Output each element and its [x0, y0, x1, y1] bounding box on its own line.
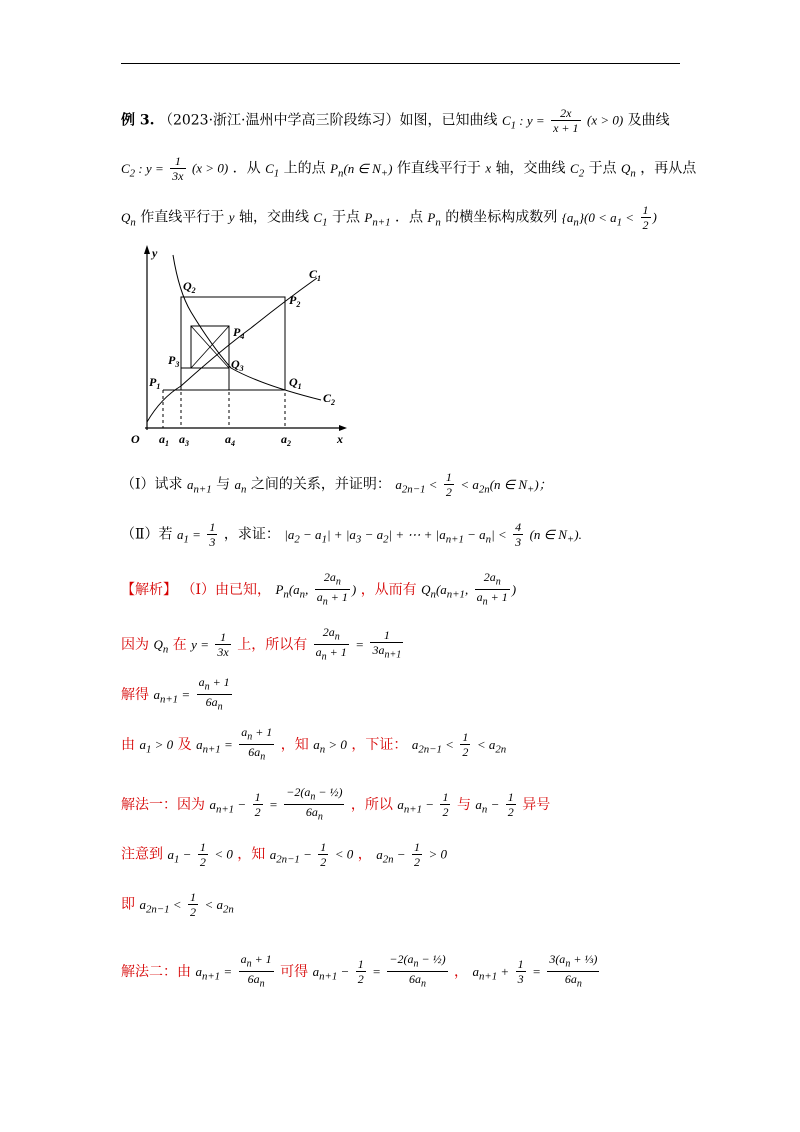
solution-line-5: 解法一：因为 $a_{n+1}$ − $\frac{1}{2}$ = $\frac{-2(a_n - \frac{1}{2})}{6a_n}$ ，所以 $a_{n+1}$ − $\frac{1}{2}$ 与 $a_n$ − $\frac{1}{2}$ 异号: [121, 785, 551, 823]
solution-line-6: 注意到 $a_1$ − $\frac{1}{2}$ < 0 ，知 $a_{2n-1}$ − $\frac{1}{2}$ < 0 ， $a_{2n}$ − $\frac{1}{2}$ > 0: [121, 840, 447, 869]
label-p3: $P_3$: [168, 353, 180, 369]
label-x: x: [337, 432, 343, 446]
cobweb-figure: [121, 240, 361, 450]
label-a1: $a_1$: [159, 432, 169, 448]
example-source: （2023·浙江·温州中学高三阶段练习）如图，已知曲线: [158, 112, 498, 129]
label-c2: $C_2$: [323, 391, 336, 407]
problem-line-3: $Q_n$ 作直线平行于 y 轴，交曲线 $C_1$ 于点 $P_{n+1}$ ．点 $P_n$ 的横坐标构成数列 $\{a_n\}(0 < a_1$ < $\frac{1}{2}$ ): [121, 203, 657, 232]
solution-line-1: 【解析】 （Ⅰ）由已知， $P_n(a_n$, $\frac{2a_n}{a_n + 1}$ ) ，从而有 $Q_n(a_{n+1}$, $\frac{2a_n}{a_n + 1}$ ): [121, 570, 517, 608]
solution-line-2: 因为 $Q_n$ 在 y = $\frac{1}{3x}$ 上，所以有 $\frac{2a_n}{a_n + 1}$ = $\frac{1}{3a_{n+1}}$: [121, 625, 402, 663]
label-q2: $Q_2$: [183, 279, 196, 295]
frac-c2: $\frac{1}{3x}$: [172, 154, 184, 183]
label-q1: $Q_1$: [289, 375, 302, 391]
y-axis-arrow: [144, 245, 150, 254]
label-a2: $a_2$: [281, 432, 291, 448]
solution-line-8: 解法二：由 $a_{n+1}$ = $\frac{a_n + 1}{6a_n}$ 可得 $a_{n+1}$ − $\frac{1}{2}$ = $\frac{-2(a_n - \frac{1}{2})}{6a_n}$ ， $a_{n+1}$ + $\frac{1}{3}$ = $\frac{3(a_n + \frac{1}{3})}{6a_n}$: [121, 952, 598, 990]
solution-tag: 【解析】: [121, 581, 177, 598]
part-1: （Ⅰ）试求 $a_{n+1}$ 与 $a_n$ 之间的关系，并证明： $a_{2n-1}$ < $\frac{1}{2}$ < $a_{2n}(n$ ∈ $N_+$)；: [121, 470, 552, 499]
label-y: y: [152, 246, 158, 260]
solution-line-7: 即 $a_{2n-1}$ < $\frac{1}{2}$ < $a_{2n}$: [121, 890, 234, 919]
header-rule: [121, 63, 680, 64]
curve-c1-def: $C_1$ : y =: [501, 112, 545, 132]
x-axis-arrow: [339, 425, 347, 431]
label-p2: $P_2$: [289, 293, 301, 309]
curve-c2: [173, 255, 321, 400]
problem-line-2: $C_2$ : y = $\frac{1}{3x}$ (x > 0) ．从 $C_1$ 上的点 $P_n(n$ ∈ $N_+$) 作直线平行于 x 轴，交曲线 $C_2$ 于点 $Q_n$ ，再从点: [121, 154, 697, 183]
part-2: （Ⅱ）若 $a_1$ = $\frac{1}{3}$ ，求证： $|a_2 - a_1| + |a_3 - a_2|$ + ⋯ + $|a_{n+1} - a_n|$ < $\frac{4}{3}$ (n ∈ $N_+$).: [121, 520, 582, 549]
solution-line-3: 解得 $a_{n+1}$ = $\frac{a_n + 1}{6a_n}$: [121, 675, 230, 713]
label-a4: $a_4$: [225, 432, 235, 448]
label-a3: $a_3$: [179, 432, 189, 448]
label-q3: $Q_3$: [231, 357, 244, 373]
frac-c1: $\frac{2x}{x + 1}$: [553, 106, 579, 135]
label-origin: O: [131, 432, 140, 446]
label-c1: $C_1$: [309, 267, 322, 283]
problem-line-1: 例 3. （2023·浙江·温州中学高三阶段练习）如图，已知曲线 $C_1$ : y = $\frac{2x}{x + 1}$ (x > 0) 及曲线: [121, 106, 670, 135]
example-label: 例 3.: [121, 112, 155, 129]
label-p1: $P_1$: [149, 375, 161, 391]
outer-rect: [181, 297, 285, 390]
solution-line-4: 由 $a_1 > 0$ 及 $a_{n+1}$ = $\frac{a_n + 1}{6a_n}$ ，知 $a_n > 0$ ，下证： $a_{2n-1}$ < $\frac{1}{2}$ < $a_{2n}$: [121, 725, 507, 763]
label-p4: $P_4$: [233, 325, 245, 341]
